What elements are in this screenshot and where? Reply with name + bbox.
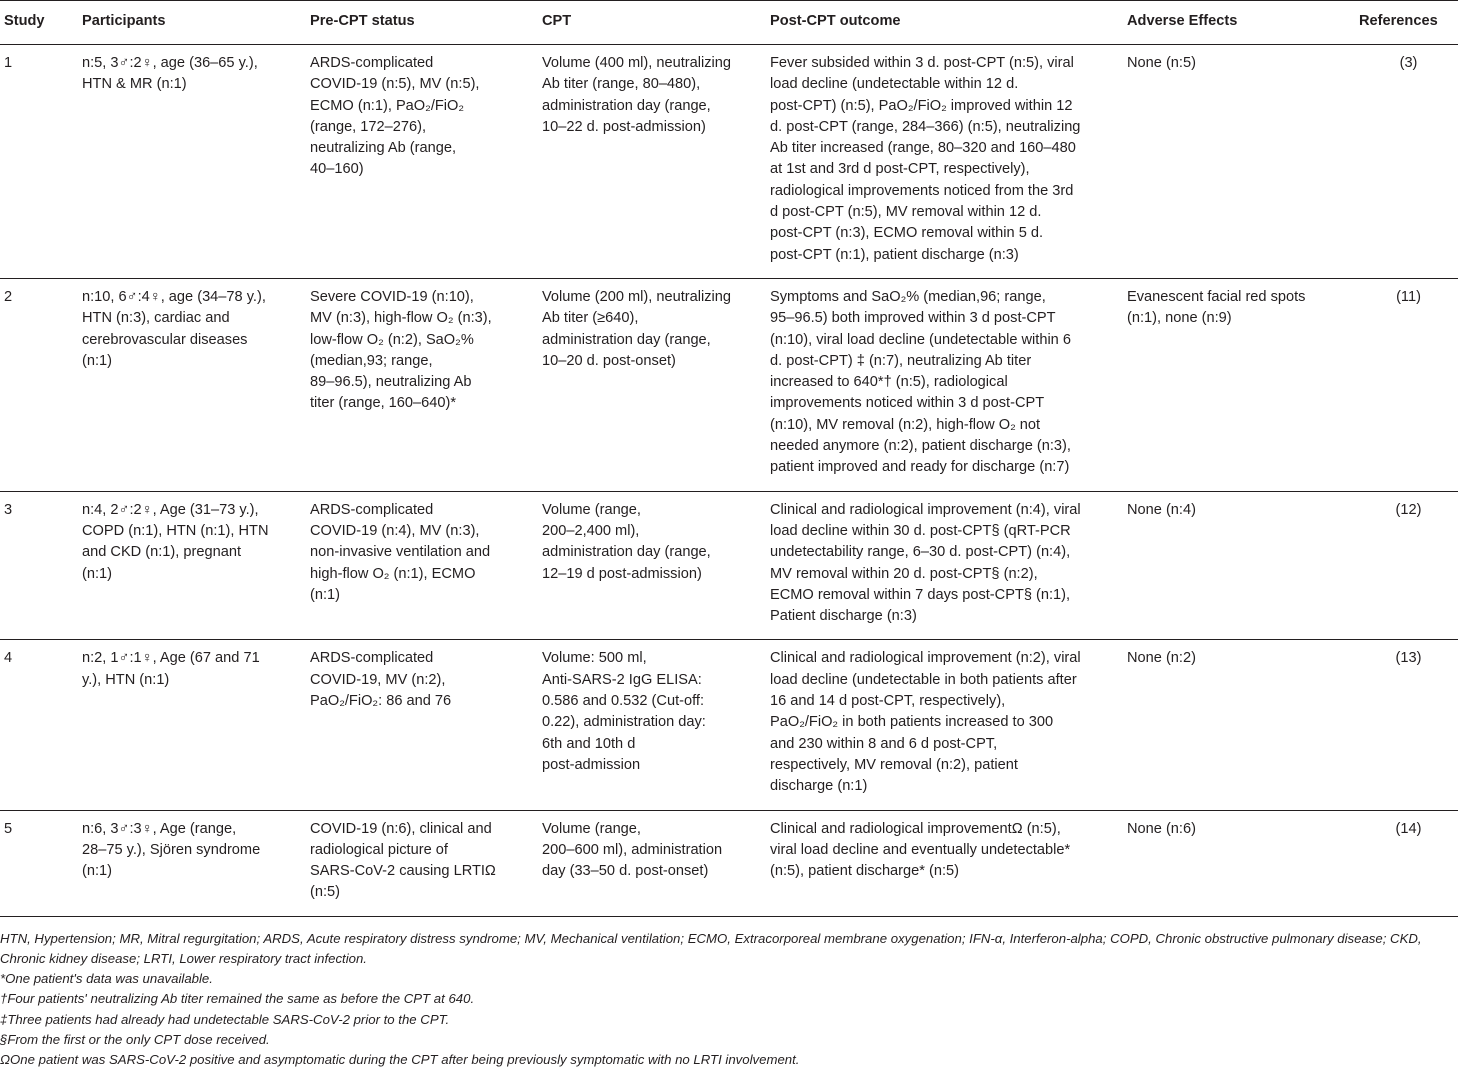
reference-link[interactable]: (12)	[1359, 491, 1458, 640]
cell-post-cpt-outcome: Clinical and radiological improvementΩ (n:5), viral load decline and eventually undetectable* (n:5), patient discharge* (n:5)	[770, 810, 1127, 916]
header-pre-cpt-status: Pre-CPT status	[310, 1, 542, 45]
cell-adverse-effects: None (n:2)	[1127, 640, 1359, 810]
cell-participants: n:10, 6♂:4♀, age (34–78 y.), HTN (n:3), cardiac and cerebrovascular diseases (n:1)	[82, 278, 310, 491]
cell-cpt: Volume (200 ml), neutralizing Ab titer (≥640), administration day (range, 10–20 d. post-onset)	[542, 278, 770, 491]
reference-link[interactable]: (3)	[1399, 55, 1418, 71]
cell-cpt: Volume (range, 200–2,400 ml), administration day (range, 12–19 d post-admission)	[542, 491, 770, 640]
cell-participants: n:4, 2♂:2♀, Age (31–73 y.), COPD (n:1), HTN (n:1), HTN and CKD (n:1), pregnant (n:1)	[82, 491, 310, 640]
cell-cpt: Volume (400 ml), neutralizing Ab titer (range, 80–480), administration day (range, 10–22 d. post-admission)	[542, 55, 731, 135]
cell-study: 4	[0, 640, 82, 810]
cell-pre-cpt-status: Severe COVID-19 (n:10), MV (n:3), high-flow O₂ (n:3), low-flow O₂ (n:2), SaO₂% (median,93; range, 89–96.5), neutralizing Ab titer (range, 160–640)*	[310, 278, 542, 491]
reference-link[interactable]: (14)	[1359, 810, 1458, 916]
cell-study: 2	[0, 278, 82, 491]
table-row	[0, 491, 1458, 640]
cell-participants: n:5, 3♂:2♀, age (36–65 y.), HTN & MR (n:1)	[82, 55, 258, 93]
table-row	[0, 810, 1458, 916]
cell-cpt: Volume (range, 200–600 ml), administration day (33–50 d. post-onset)	[542, 810, 770, 916]
footnote-double-dagger: ‡Three patients had already had undetectable SARS-CoV-2 prior to the CPT.	[0, 1011, 450, 1027]
header-post-cpt-outcome: Post-CPT outcome	[770, 1, 1127, 45]
cell-study: 3	[0, 491, 82, 640]
table-row	[0, 278, 1458, 491]
cell-study: 1	[4, 55, 13, 71]
footnote-dagger: †Four patients' neutralizing Ab titer remained the same as before the CPT at 640.	[0, 991, 475, 1007]
footnote-asterisk: *One patient's data was unavailable.	[0, 971, 213, 987]
footnote-abbreviations: HTN, Hypertension; MR, Mitral regurgitation; ARDS, Acute respiratory distress syndrome; MV, Mechanical ventilation; ECMO, Extracorporeal membrane oxygenation; IFN-α, Interferon-alpha; COPD, Chronic obstructive pulmonary disease; CKD, Chronic kidney disease; LRTI, Lower respiratory tract infection.	[0, 930, 1422, 966]
cell-post-cpt-outcome: Fever subsided within 3 d. post-CPT (n:5), viral load decline (undetectable within 12 d. post-CPT) (n:5), PaO₂/FiO₂ improved within 12 d. post-CPT (range, 284–366) (n:5), neutralizing Ab titer increased (range, 80–320 and 160–480 at 1st and 3rd d post-CPT, respectively), radiological improvements noticed from the 3rd d post-CPT (n:5), MV removal within 12 d. post-CPT (n:3), ECMO removal within 5 d. post-CPT (n:1), patient discharge (n:3)	[770, 55, 1081, 263]
table-row	[0, 640, 1458, 810]
header-references: References	[1359, 1, 1458, 45]
header-adverse-effects: Adverse Effects	[1127, 1, 1359, 45]
reference-link[interactable]: (11)	[1359, 278, 1458, 491]
table-header	[0, 1, 1458, 45]
reference-link[interactable]: (13)	[1359, 640, 1458, 810]
cell-pre-cpt-status: COVID-19 (n:6), clinical and radiological picture of SARS-CoV-2 causing LRTIΩ (n:5)	[310, 810, 542, 916]
cell-adverse-effects: None (n:6)	[1127, 810, 1359, 916]
footnote-section: §From the first or the only CPT dose received.	[0, 1031, 270, 1047]
cell-pre-cpt-status: ARDS-complicated COVID-19 (n:4), MV (n:3), non-invasive ventilation and high-flow O₂ (n:1), ECMO (n:1)	[310, 491, 542, 640]
table-footnotes	[0, 929, 1458, 1070]
cell-post-cpt-outcome: Symptoms and SaO₂% (median,96; range, 95–96.5) both improved within 3 d post-CPT (n:10), viral load decline (undetectable within 6 d. post-CPT) ‡ (n:7), neutralizing Ab titer increased to 640*† (n:5), radiological improvements noticed within 3 d post-CPT (n:10), MV removal (n:2), high-flow O₂ not needed anymore (n:2), patient discharge (n:3), patient improved and ready for discharge (n:7)	[770, 278, 1127, 491]
header-study: Study	[0, 1, 82, 45]
cell-pre-cpt-status: ARDS-complicated COVID-19 (n:5), MV (n:5), ECMO (n:1), PaO₂/FiO₂ (range, 172–276), neutralizing Ab (range, 40–160)	[310, 55, 480, 178]
cell-pre-cpt-status: ARDS-complicated COVID-19, MV (n:2), PaO₂/FiO₂: 86 and 76	[310, 640, 542, 810]
cell-cpt: Volume: 500 ml, Anti-SARS-2 IgG ELISA: 0.586 and 0.532 (Cut-off: 0.22), administration day: 6th and 10th d post-admission	[542, 640, 770, 810]
cell-post-cpt-outcome: Clinical and radiological improvement (n:2), viral load decline (undetectable in both patients after 16 and 14 d post-CPT, respectively), PaO₂/FiO₂ in both patients increased to 300 and 230 within 8 and 6 d post-CPT, respectively, MV removal (n:2), patient discharge (n:1)	[770, 640, 1127, 810]
cell-adverse-effects: None (n:4)	[1127, 491, 1359, 640]
cell-participants: n:2, 1♂:1♀, Age (67 and 71 y.), HTN (n:1)	[82, 640, 310, 810]
cell-adverse-effects: None (n:5)	[1127, 55, 1196, 71]
table-row	[0, 45, 1458, 279]
cell-study: 5	[0, 810, 82, 916]
cell-participants: n:6, 3♂:3♀, Age (range, 28–75 y.), Sjören syndrome (n:1)	[82, 810, 310, 916]
cell-adverse-effects: Evanescent facial red spots (n:1), none (n:9)	[1127, 278, 1359, 491]
header-cpt: CPT	[542, 1, 770, 45]
header-participants: Participants	[82, 1, 310, 45]
footnote-omega: ΩOne patient was SARS-CoV-2 positive and asymptomatic during the CPT after being previously symptomatic with no LRTI involvement.	[0, 1051, 800, 1067]
cell-post-cpt-outcome: Clinical and radiological improvement (n:4), viral load decline within 30 d. post-CPT§ (qRT-PCR undetectability range, 6–30 d. post-CPT) (n:4), MV removal within 20 d. post-CPT§ (n:2), ECMO removal within 7 days post-CPT§ (n:1), Patient discharge (n:3)	[770, 491, 1127, 640]
